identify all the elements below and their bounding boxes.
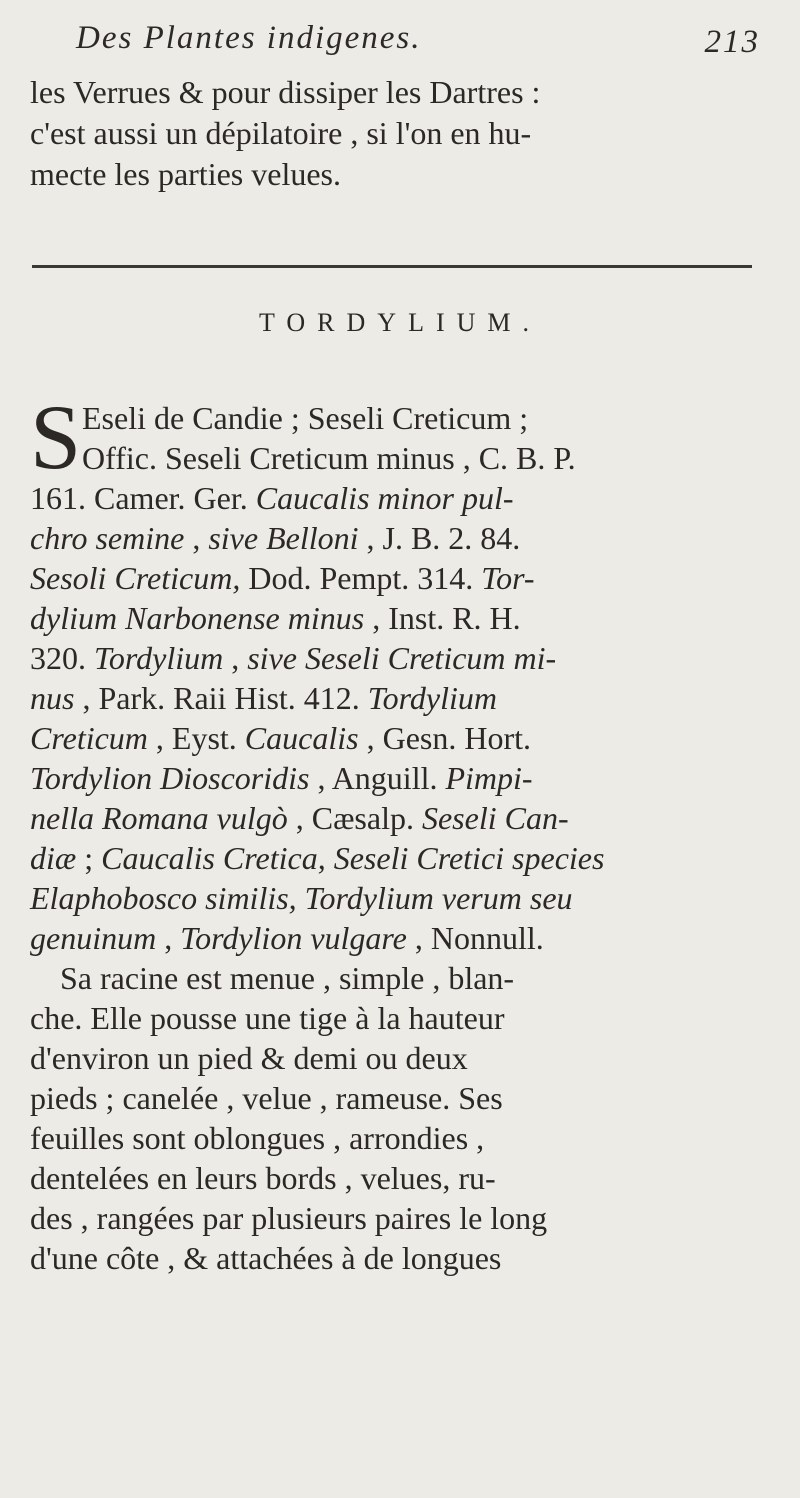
text-line: feuilles sont oblongues , arrondies , xyxy=(30,1120,485,1156)
text-line: les Verrues & pour dissiper les Dartres : xyxy=(30,74,541,110)
drop-cap: S xyxy=(30,386,82,488)
text-line: Sesoli Creticum, Dod. Pempt. 314. Tor- xyxy=(30,560,535,596)
text-line xyxy=(82,438,800,478)
text-line: Creticum , Eyst. Caucalis , Gesn. Hort. xyxy=(30,720,531,756)
text-line: d'environ un pied & demi ou deux xyxy=(30,1040,468,1076)
text-span: Offic. Seseli Creticum minus , C. B. P. xyxy=(82,440,576,476)
text-line: Tordylion Dioscoridis , Anguill. Pimpi- xyxy=(30,760,533,796)
text-line: diæ ; Caucalis Cretica, Seseli Cretici species xyxy=(30,840,605,876)
text-line: d'une côte , & attachées à de longues xyxy=(30,1240,502,1276)
text-line: 320. Tordylium , sive Seseli Creticum mi- xyxy=(30,640,557,676)
text-line: genuinum , Tordylion vulgare , Nonnull. xyxy=(30,920,544,956)
text-line: dentelées en leurs bords , velues, ru- xyxy=(30,1160,496,1196)
text-line: dylium Narbonense minus , Inst. R. H. xyxy=(30,600,521,636)
text-line: Elaphobosco similis, Tordylium verum seu xyxy=(30,880,573,916)
text-line: 161. Camer. Ger. Caucalis minor pul- xyxy=(30,480,514,516)
section-divider xyxy=(32,265,752,268)
text-line: nus , Park. Raii Hist. 412. Tordylium xyxy=(30,680,497,716)
text-line xyxy=(82,398,800,438)
text-line: chro semine , sive Belloni , J. B. 2. 84. xyxy=(30,520,521,556)
text-span: Eseli de Candie ; Seseli Creticum ; xyxy=(82,400,529,436)
text-line: des , rangées par plusieurs paires le long xyxy=(30,1200,548,1236)
text-line: mecte les parties velues. xyxy=(30,156,341,192)
section-title: TORDYLIUM. xyxy=(258,308,542,337)
text-line: Sa racine est menue , simple , blan- xyxy=(60,960,515,996)
page-number: 213 xyxy=(704,24,760,60)
running-head xyxy=(40,14,780,68)
text-line: nella Romana vulgò , Cæsalp. Seseli Can- xyxy=(30,800,569,836)
text-line: che. Elle pousse une tige à la hauteur xyxy=(30,1000,505,1036)
text-line: c'est aussi un dépilatoire , si l'on en hu- xyxy=(30,115,532,151)
text-line: pieds ; canelée , velue , rameuse. Ses xyxy=(30,1080,503,1116)
running-head-title: Des Plantes indigenes. xyxy=(76,20,422,56)
